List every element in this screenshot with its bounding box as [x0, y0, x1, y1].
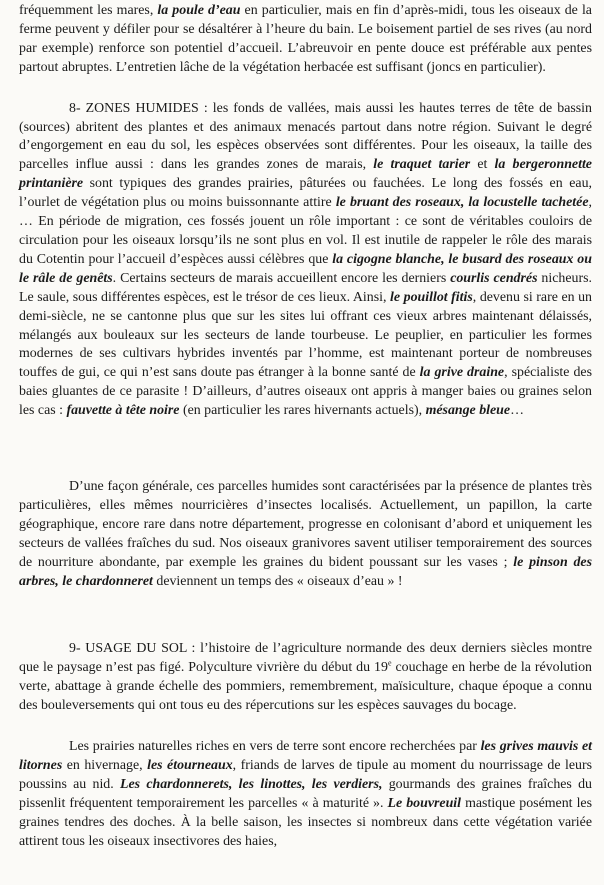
text-run: en hivernage, — [62, 758, 148, 773]
text-run: mastique posément les graines tendres des doches. À la belle saison, les insectes si nombreux dans cette végétation variée attirent tous les oiseaux insectivores des haies, — [19, 795, 592, 849]
text-run: 9- USAGE DU SOL : l’histoire de l’agriculture normande des deux derniers siècles montre que le paysage n’est pas figé. Polyculture vivrière du début du 19 — [19, 641, 592, 676]
paragraph-prairies-naturelles — [19, 738, 592, 851]
paragraph-zones-humides — [19, 100, 592, 421]
species-name: Les chardonnerets, les linottes, les verdiers, — [120, 776, 383, 792]
species-name: les grives mauvis et litornes — [19, 739, 592, 773]
text-run: D’une façon générale, ces parcelles humides sont caractérisées par la présence de plantes très particulières, elles mêmes nourricières d’insectes localisés. Actuellement, un papillon, la carte géographique, encore rare dans notre département, progresse en colonisant d’abord et uniquement les secteurs de vallées fraîches du sud. Nos oiseaux granivores savent utiliser temporairement des sources de nourriture abondante, par exemple les graines du bident poussant sur les vases ; — [19, 479, 592, 570]
text-run: , … En période de migration, ces fossés jouent un rôle important : ce sont de véritables couloirs de circulation pour les oiseaux lorsqu’ils ne sont plus en vol. Il est inutile de rappeler le rôle des marais du Cotentin pour l’accueil d’espèces aussi célèbres que — [19, 195, 592, 267]
species-name: le bruant des roseaux, la locustelle tachetée — [335, 195, 589, 211]
text-run: 8- ZONES HUMIDES : les fonds de vallées, mais aussi les hautes terres de tête de bassin (sources) abritent des plantes et des animaux menacés partout dans notre région. Suivant le degré d’engorgement en eau du sol, les espèces observées sont différentes. Pour les oiseaux, la taille des parcelles influe aussi : dans les grandes zones de marais, — [19, 100, 592, 173]
text-run: fréquemment les mares, — [19, 3, 158, 18]
species-name: Le bouvreuil — [387, 795, 462, 811]
species-name: le traquet tarier — [373, 157, 471, 173]
species-name: la cigogne blanche, le busard des roseaux ou le râle de genêts — [19, 251, 592, 286]
species-name: mésange bleue — [425, 403, 511, 419]
species-name: courlis cendrés — [450, 270, 538, 286]
text-run: , friands de larves de tipule au moment du nourrissage de leurs poussins au nid. — [19, 758, 592, 792]
paragraph-mares — [19, 2, 592, 78]
text-run: , devenu si rare en un demi-siècle, ne se cantonne plus que sur les sites lui offrant ces vieux arbres maintenant délaissés, mélangés aux bouleaux sur les secteurs de lande tourbeuse. Le peuplier, en particulier les formes modernes de ses cultivars hybrides inventés par l’homme, est maintenant porteur de nombreuses touffes de gui, ce qui n’est sans doute pas étranger à la bonne santé de — [19, 289, 593, 381]
text-run: … — [510, 403, 524, 419]
text-run: en particulier, mais en fin d’après-midi, tous les oiseaux de la ferme peuvent y défiler pour se désaltérer à l’heure du bain. Le boisement partiel de ses rives (au nord par exemple) renforce son potentiel d’accueil. L’abreuvoir en pente douce est préférable aux pentes partout abruptes. L’entretien lâche de la végétation herbacée est suffisant (joncs en particulier). — [19, 3, 592, 75]
text-run: et — [470, 157, 495, 173]
species-name: fauvette à tête noire — [66, 403, 180, 419]
species-name: la bergeronnette printanière — [19, 157, 592, 192]
species-name: les étourneaux — [147, 758, 233, 773]
text-run: sont typiques des grandes prairies, pâturées ou fauchées. Le long des fossés en eau, l’ourlet de végétation plus ou moins buissonnante attire — [19, 176, 592, 211]
superscript: e — [387, 658, 392, 668]
text-run: , spécialiste des baies gluantes de ce parasite ! D’ailleurs, d’autres oiseaux ont appris à manger baies ou graines selon les cas : — [19, 365, 592, 419]
text-run: (en particulier les rares hivernants actuels), — [179, 403, 426, 419]
paragraph-parcelles-humides — [19, 478, 592, 591]
species-name: la poule d’eau — [157, 3, 241, 18]
text-run: gourmands des graines fraîches du pissenlit fréquentent temporairement les parcelles « à maturité ». — [19, 776, 592, 811]
text-run: couchage en herbe de la révolution verte, abattage à grande échelle des pommiers, remembrement, maïsiculture, chaque époque a connu des bouleversements qui ont tous eu des répercutions sur les espèces sauvages du bocage. — [19, 660, 592, 714]
species-name: la grive draine — [419, 365, 505, 381]
paragraph-usage-du-sol — [19, 640, 592, 716]
text-run: Les prairies naturelles riches en vers de terre sont encore recherchées par — [69, 739, 481, 755]
species-name: le pinson des arbres, le chardonneret — [19, 554, 592, 589]
text-run: deviennent un temps des « oiseaux d’eau » ! — [152, 573, 403, 589]
text-run: . Certains secteurs de marais accueillent encore les derniers — [112, 270, 451, 286]
species-name: le pouillot fitis — [390, 289, 473, 305]
text-run: nicheurs. Le saule, sous différentes espèces, est le trésor de ces lieux. Ainsi, — [19, 270, 592, 305]
